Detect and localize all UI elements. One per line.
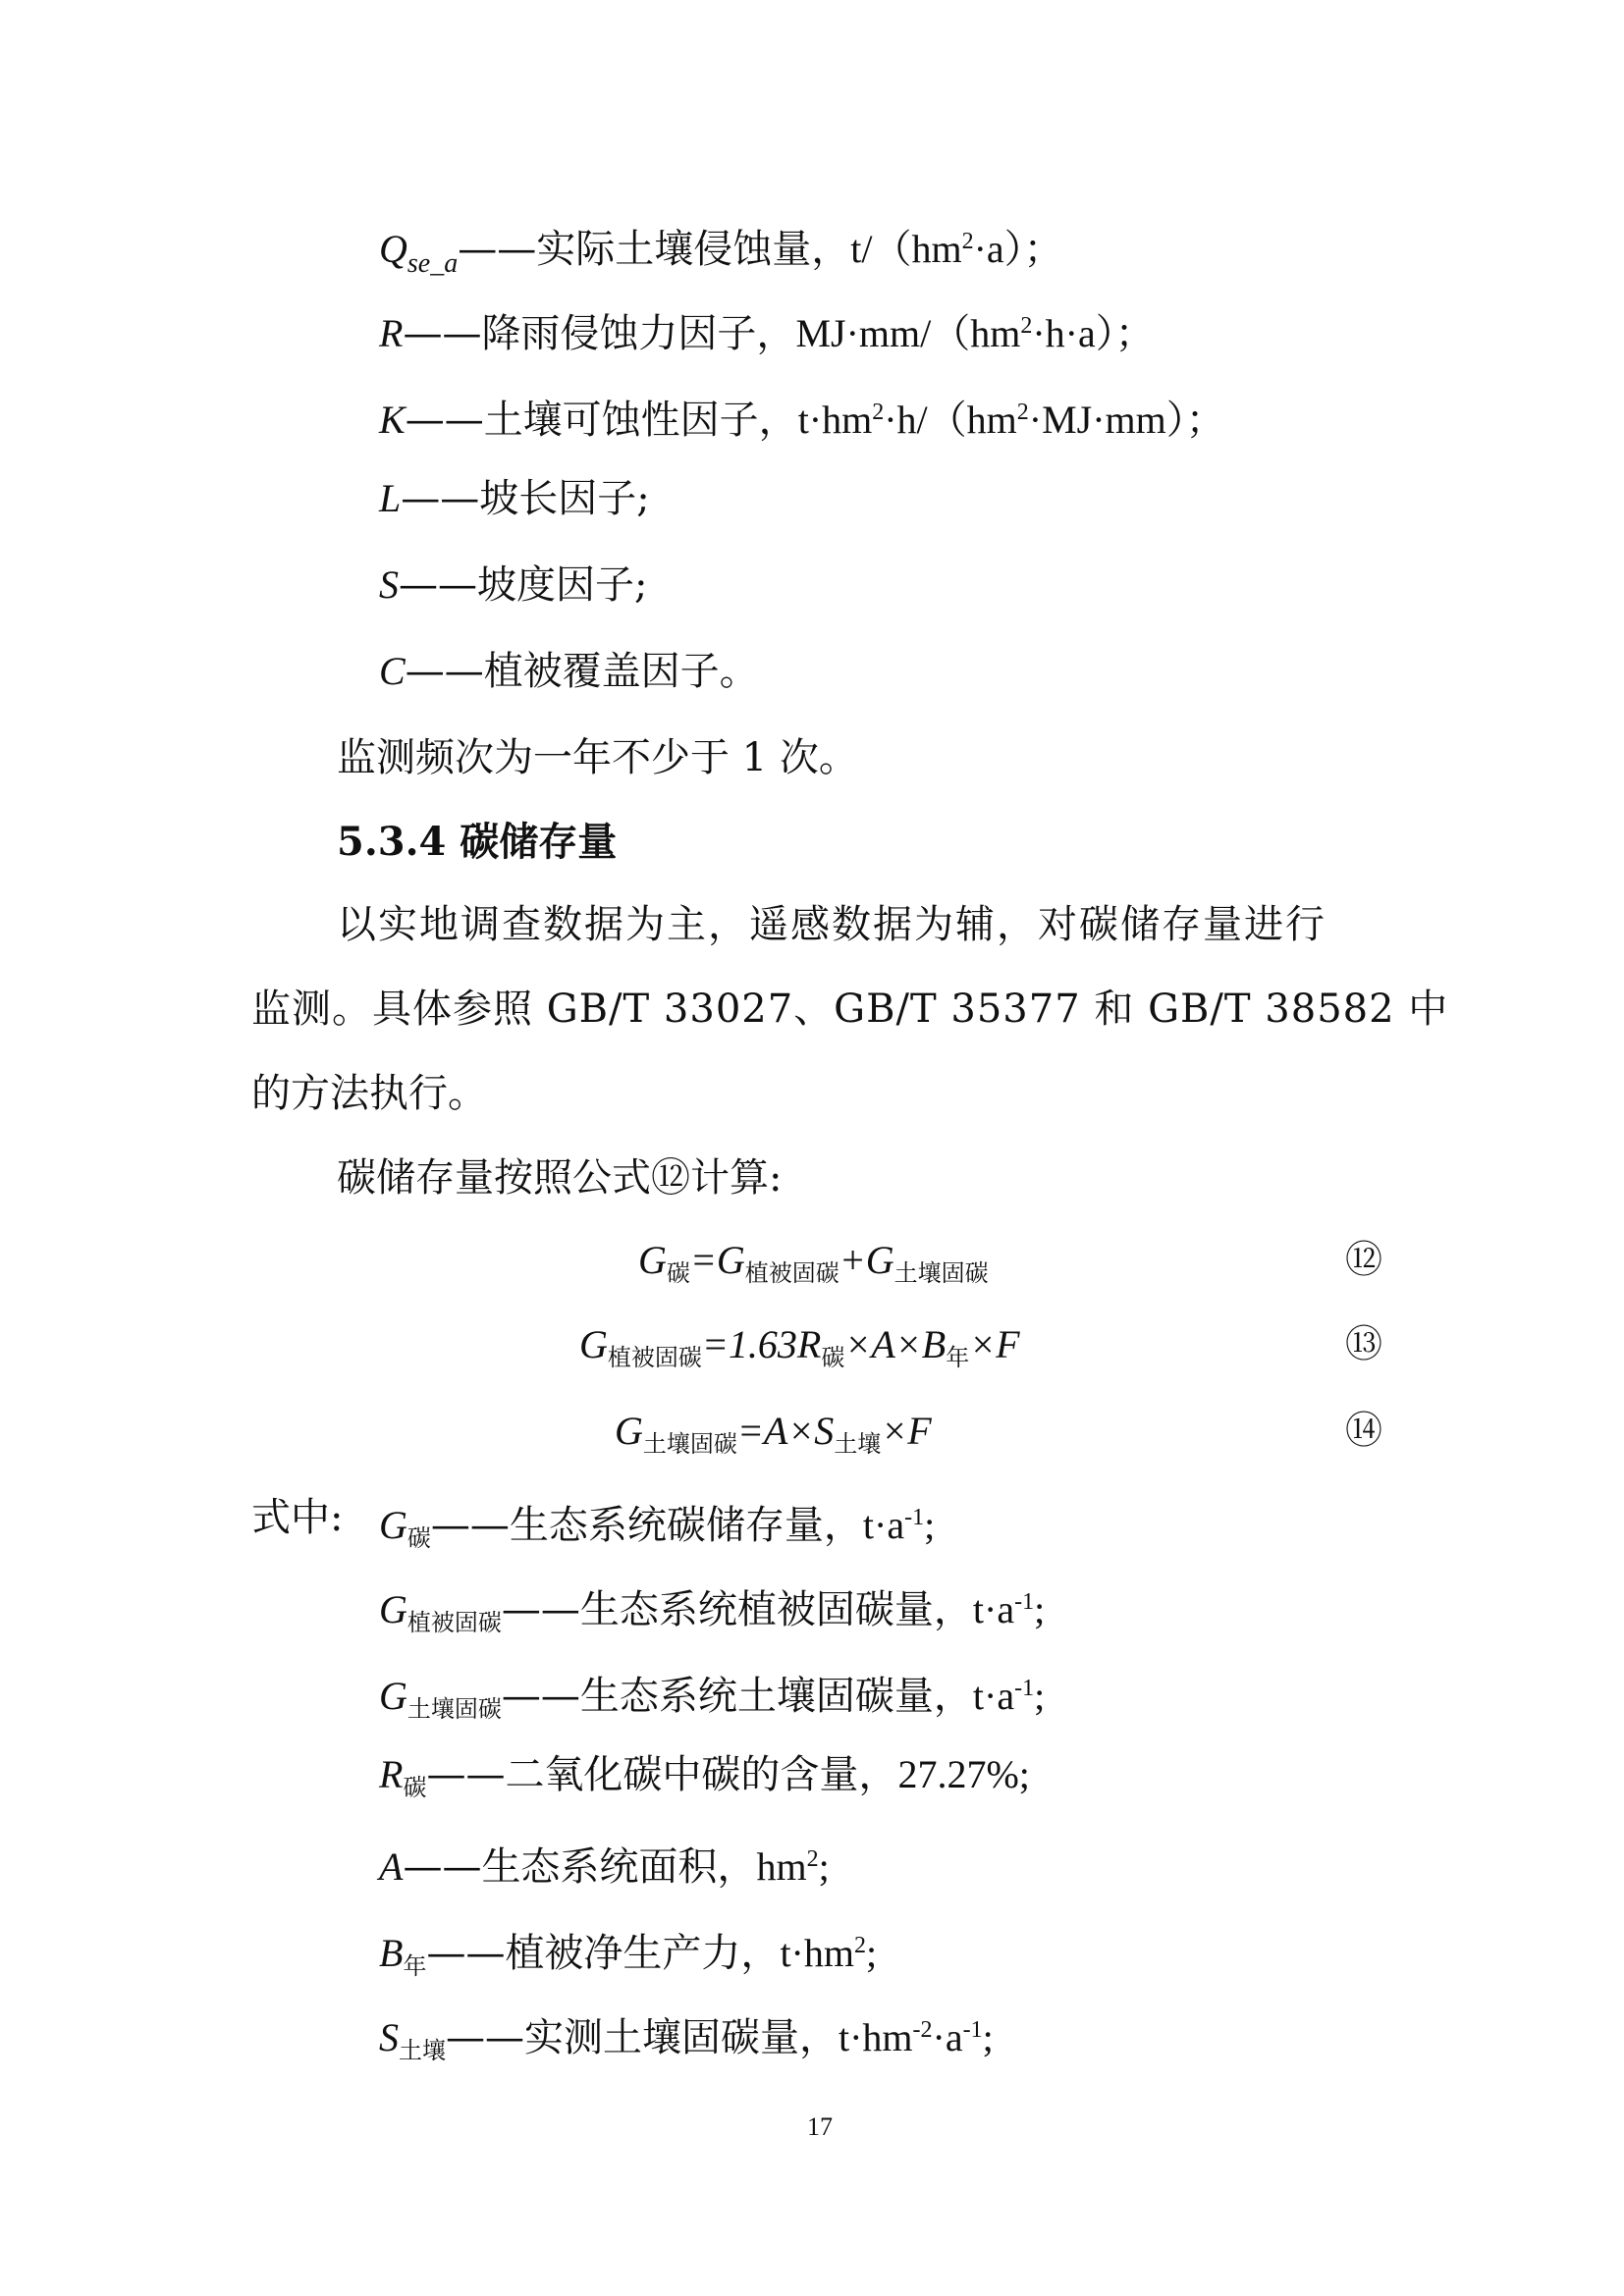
section-heading: 5.3.4 碳储存量: [337, 819, 618, 865]
equation-13: $G_{植被固碳}=1.63R_碳\times A\times B_年\times F$: [579, 1322, 1020, 1371]
def-l: L——坡长因子;: [379, 476, 650, 521]
equation-number-14: ⑭: [1345, 1411, 1383, 1452]
def-s-soil: $S_{土壤}——$实测土壤固碳量，$t\cdot hm^{-2}\cdot a^{-1}$;: [379, 2015, 994, 2064]
equation-number-13: ⑬: [1345, 1324, 1383, 1365]
def-a: A——生态系统面积，$hm^2$;: [379, 1844, 830, 1890]
def-s: S——坡度因子;: [379, 562, 648, 608]
para-method-line-1: 以实地调查数据为主，遥感数据为辅，对碳储存量进行: [337, 902, 1326, 947]
def-qse: $Q_{se\_a}——$实际土壤侵蚀量，$t/(hm^2\cdot a)$；: [379, 227, 1063, 279]
para-formula-intro: 碳储存量按照公式⑫计算:: [337, 1155, 783, 1201]
def-r: R——降雨侵蚀力因子，$MJ\cdot mm/(hm^2\cdot h\cdot a)$；: [379, 311, 1155, 356]
para-frequency: 监测频次为一年不少于 1 次。: [337, 735, 858, 780]
where-label: 式中:: [251, 1495, 344, 1540]
def-g-carbon: $G_碳——$生态系统碳储存量，$t\cdot a^{-1}$;: [379, 1503, 936, 1552]
para-method-line-3: 的方法执行。: [251, 1071, 487, 1116]
def-g-vegetation: $G_{植被固碳}——$生态系统植被固碳量，$t\cdot a^{-1}$;: [379, 1587, 1046, 1636]
equation-14: $G_{土壤固碳}=A\times S_{土壤}\times F$: [615, 1409, 932, 1458]
def-c: C——植被覆盖因子。: [379, 649, 759, 694]
equation-number-12: ⑫: [1345, 1240, 1383, 1281]
para-method-line-2: 监测。具体参照 GB/T 33027、GB/T 35377 和 GB/T 38582 中: [251, 987, 1449, 1032]
def-b-year: $B_年——$植被净生产力，$t\cdot hm^2$;: [379, 1931, 878, 1980]
def-g-soil: $G_{土壤固碳}——$生态系统土壤固碳量，$t\cdot a^{-1}$;: [379, 1674, 1046, 1723]
page-number: 17: [807, 2112, 833, 2141]
equation-12: $G_碳=G_{植被固碳}+G_{土壤固碳}$: [638, 1238, 989, 1287]
def-r-carbon: $R_碳——$二氧化碳中碳的含量，27.27%;: [379, 1752, 1030, 1801]
def-k: K——土壤可蚀性因子，$t\cdot hm^2\cdot h/(hm^2\cdot MJ\cdot mm)$；: [379, 398, 1225, 443]
